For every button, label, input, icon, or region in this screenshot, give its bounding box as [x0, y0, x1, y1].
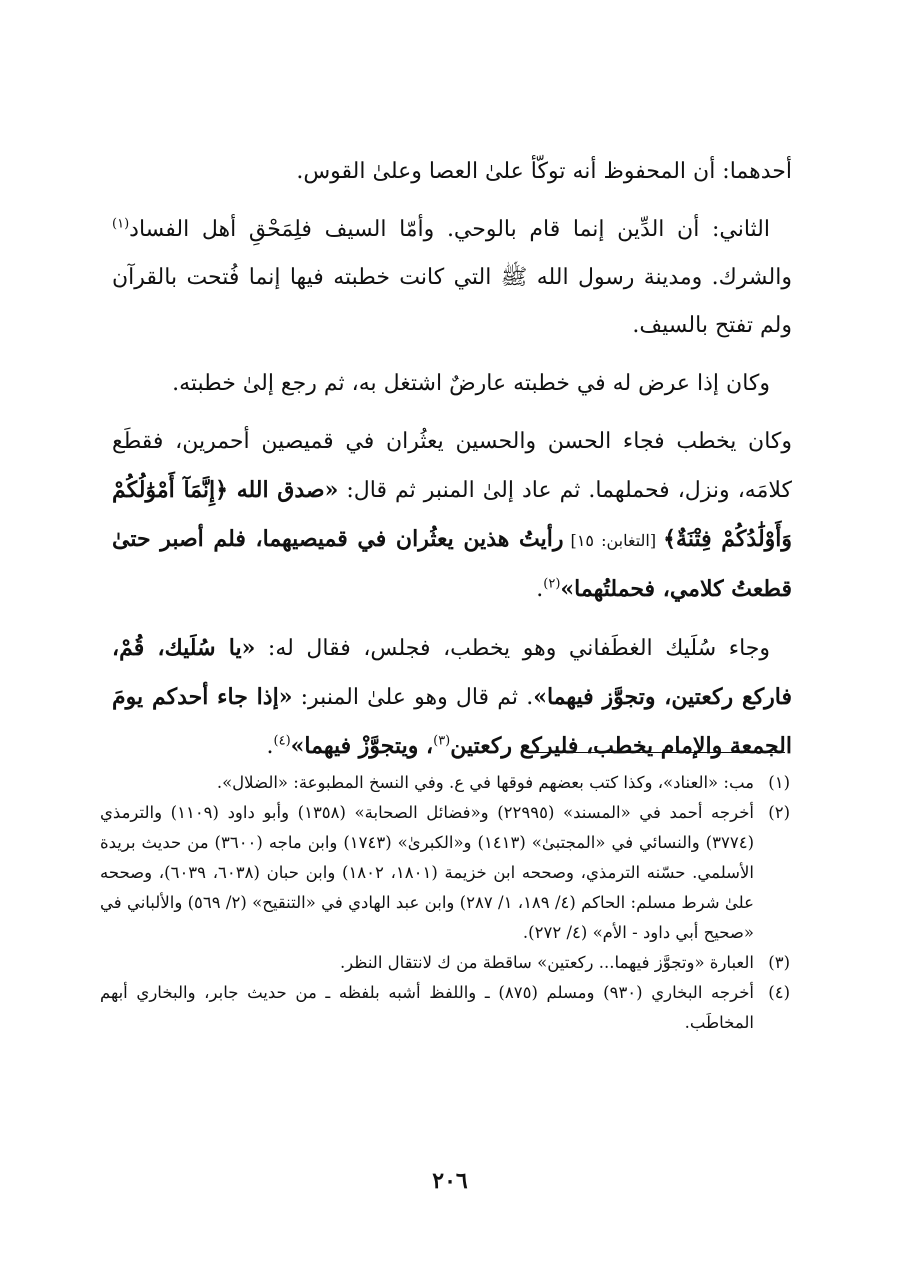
- paragraph-3: [112, 360, 792, 408]
- footnote-number: (٢): [768, 803, 790, 822]
- page-number: ٢٠٦: [432, 1168, 468, 1194]
- footnote-text: أخرجه أحمد في «المسند» (٢٢٩٩٥) و«فضائل الصحابة» (١٣٥٨) وأبو داود (١١٠٩) والترمذي (٣٧٧٤) والنسائي في «المجتبىٰ» (١٤١٣) و«الكبرىٰ» (١٧٤٣) وابن ماجه (٣٦٠٠) من حديث بريدة الأسلمي. حسّنه الترمذي، وصححه ابن خزيمة (١٨٠١، ١٨٠٢) وابن حبان (٦٠٣٨، ٦٠٣٩)، وصححه علىٰ شرط مسلم: الحاكم (٤/ ١٨٩، ١/ ٢٨٧) وابن عبد الهادي في «التنقيح» (٢/ ٥٦٩) والألباني في «صحيح أبي داود - الأم» (٤/ ٢٧٢).: [100, 803, 755, 942]
- footnote-text: مب: «العناد»، وكذا كتب بعضهم فوقها في ع. وفي النسخ المطبوعة: «الضلال».: [216, 773, 754, 792]
- p1-text: أحدهما: أن المحفوظ أنه توكّأ علىٰ العصا وعلىٰ القوس.: [296, 159, 792, 184]
- p2-text-b: والشرك. ومدينة رسول الله ﷺ التي كانت خطبته فيها إنما فُتحت بالقرآن ولم تفتح بالسيف.: [112, 265, 792, 338]
- p5-quote-2: «إذا جاء أحدكم يومَ الجمعة والإمام يخطب، فليركع ركعتين: [112, 684, 792, 759]
- p4-quran-quote: «صدق الله ﴿إِنَّمَآ أَمْوَٰلُكُمْ وَأَوْلَٰدُكُمْ فِتْنَةٌ﴾: [112, 477, 793, 552]
- footnote-text: أخرجه البخاري (٩٣٠) ومسلم (٨٧٥) ـ واللفظ أشبه بلفظه ـ من حديث جابر، والبخاري أبهم المخاطَب.: [100, 983, 754, 1032]
- footnote-number: (٣): [768, 953, 790, 972]
- footnote-ref-4[interactable]: (٤): [273, 733, 291, 749]
- footnote-1: [100, 768, 790, 798]
- footnote-divider: [535, 752, 785, 753]
- p4-hadith-quote: رأيتُ هذين يعثُران في قميصيهما، فلم أصبر حتىٰ قطعتُ كلامي، فحملتُهما»: [112, 526, 792, 602]
- footnote-ref-2[interactable]: (٢): [543, 576, 561, 592]
- footnote-number: (١): [768, 773, 790, 792]
- footnote-ref-1[interactable]: (١): [112, 216, 130, 232]
- p3-text: وكان إذا عرض له في خطبته عارضٌ اشتغل به، ثم رجع إلىٰ خطبته.: [172, 371, 770, 396]
- paragraph-1: [112, 148, 792, 196]
- p5-end: .: [266, 734, 274, 759]
- footnote-3: [100, 948, 790, 978]
- paragraph-5: [112, 624, 792, 771]
- p5-text-c: . ثم قال وهو علىٰ المنبر:: [292, 685, 534, 710]
- p5-quote-1: «يا سُلَيك، قُمْ، فاركع ركعتين، وتجوَّز فيهما»: [112, 635, 793, 710]
- footnote-number: (٤): [768, 983, 790, 1002]
- footnote-ref-3[interactable]: (٣): [433, 733, 451, 749]
- footnotes: [100, 768, 790, 1038]
- p5-quote-2-end: ، ويتجوَّزْ فيهما»: [290, 733, 434, 759]
- footnote-4: [100, 978, 790, 1038]
- p4-text-a: وكان يخطب فجاء الحسن والحسين يعثُران في قميصين أحمرين، فقطَع كلامَه، ونزل، فحملهما. ثم عاد إلىٰ المنبر ثم قال:: [112, 429, 792, 503]
- p4-end: .: [536, 577, 544, 602]
- paragraph-4: [112, 418, 792, 614]
- paragraph-2: [112, 206, 792, 350]
- footnote-2: [100, 798, 790, 948]
- p2-text-a: الثاني: أن الدِّين إنما قام بالوحي. وأمّا السيف فلِمَحْقِ أهل الفساد: [129, 217, 770, 242]
- main-text: [112, 148, 792, 781]
- p5-text-a: وجاء سُلَيك الغطَفاني وهو يخطب، فجلس، فقال له:: [255, 636, 770, 661]
- p4-citation: [التغابن: ١٥]: [563, 531, 664, 550]
- footnote-text: العبارة «وتجوَّز فيهما... ركعتين» ساقطة من ك لانتقال النظر.: [339, 953, 754, 972]
